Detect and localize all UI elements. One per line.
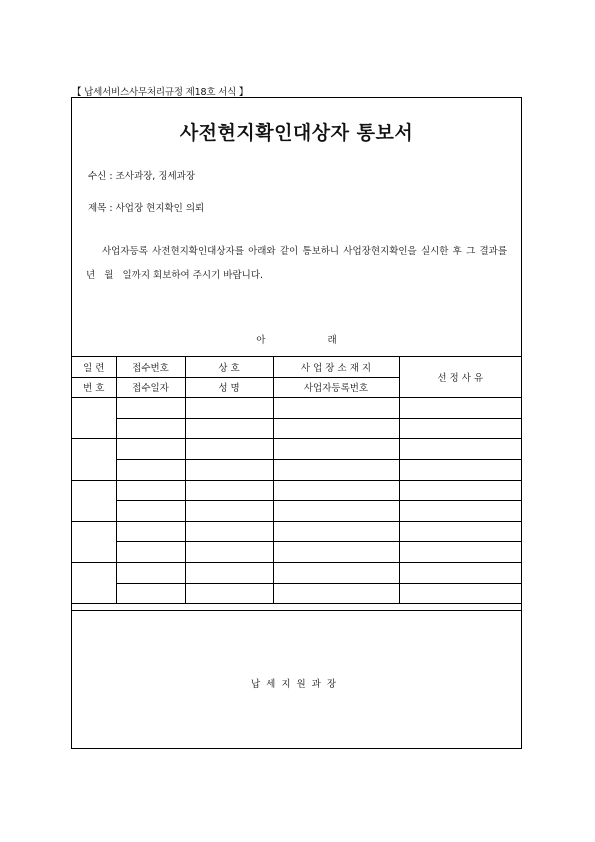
header-number: 번 호 bbox=[72, 377, 116, 398]
header-row-1 bbox=[72, 357, 521, 378]
receipt-cell bbox=[116, 501, 185, 522]
entry-row bbox=[72, 459, 521, 480]
receipt-cell bbox=[116, 542, 185, 563]
entry-row bbox=[72, 542, 521, 563]
issuing-office: 납세지원과장 bbox=[250, 679, 343, 690]
receipt-cell bbox=[116, 398, 185, 419]
reason-cell bbox=[399, 583, 521, 604]
business-name-cell bbox=[185, 439, 273, 460]
reason-cell bbox=[399, 542, 521, 563]
entry-table-wrap bbox=[72, 356, 521, 604]
entry-row bbox=[72, 418, 521, 439]
entry-row bbox=[72, 583, 521, 604]
address-cell bbox=[273, 521, 399, 542]
header-business-address: 사 업 장 소 재 지 bbox=[273, 357, 399, 378]
business-name-cell bbox=[185, 480, 273, 501]
address-cell bbox=[273, 439, 399, 460]
entry-row bbox=[72, 521, 521, 542]
address-cell bbox=[273, 583, 399, 604]
address-cell bbox=[273, 418, 399, 439]
serial-cell bbox=[72, 398, 116, 439]
document-frame bbox=[71, 97, 538, 749]
reason-cell bbox=[399, 439, 521, 460]
header-business-name: 상 호 bbox=[185, 357, 273, 378]
form-reference: 【 납세서비스사무처리규정 제18호 서식 】 bbox=[72, 87, 249, 98]
notice-heading bbox=[72, 332, 521, 346]
subject-line: 제목 : 사업장 현지확인 의뢰 bbox=[88, 203, 205, 214]
serial-cell bbox=[72, 480, 116, 521]
body-paragraph: 사업자등록 사전현지확인대상자를 아래와 같이 통보하니 사업장현지확인을 실시한 후 그 결과를 년 월 일까지 회보하여 주시기 바랍니다. bbox=[86, 246, 538, 281]
notice-char-left: 아 bbox=[256, 335, 266, 346]
reason-cell bbox=[399, 562, 521, 583]
receipt-cell bbox=[116, 439, 185, 460]
address-cell bbox=[273, 459, 399, 480]
entry-row bbox=[72, 501, 521, 522]
address-cell bbox=[273, 480, 399, 501]
address-cell bbox=[273, 562, 399, 583]
header-serial: 일 련 bbox=[72, 357, 116, 378]
notice-char-right: 래 bbox=[327, 335, 337, 346]
entry-row bbox=[72, 480, 521, 501]
header-receipt-number: 접수번호 bbox=[116, 357, 185, 378]
reason-cell bbox=[399, 501, 521, 522]
business-name-cell bbox=[185, 418, 273, 439]
receipt-cell bbox=[116, 521, 185, 542]
header-receipt-date: 접수일자 bbox=[116, 377, 185, 398]
business-name-cell bbox=[185, 542, 273, 563]
entry-row bbox=[72, 562, 521, 583]
serial-cell bbox=[72, 439, 116, 480]
reason-cell bbox=[399, 459, 521, 480]
header-selection-reason: 선 정 사 유 bbox=[399, 357, 521, 398]
address-cell bbox=[273, 501, 399, 522]
address-cell bbox=[273, 542, 399, 563]
business-name-cell bbox=[185, 521, 273, 542]
business-name-cell bbox=[185, 459, 273, 480]
recipient-line: 수신 : 조사과장, 징세과장 bbox=[88, 171, 196, 182]
business-name-cell bbox=[185, 398, 273, 419]
receipt-cell bbox=[116, 459, 185, 480]
serial-cell bbox=[72, 521, 116, 562]
header-person-name: 성 명 bbox=[185, 377, 273, 398]
receipt-cell bbox=[116, 583, 185, 604]
entry-row bbox=[72, 398, 521, 419]
business-name-cell bbox=[185, 501, 273, 522]
business-name-cell bbox=[185, 583, 273, 604]
reason-cell bbox=[399, 480, 521, 501]
receipt-cell bbox=[116, 480, 185, 501]
serial-cell bbox=[72, 562, 116, 603]
footer-separator bbox=[72, 610, 521, 611]
document-title: 사전현지확인대상자 통보서 bbox=[179, 122, 414, 144]
reason-cell bbox=[399, 418, 521, 439]
header-registration-number: 사업자등록번호 bbox=[273, 377, 399, 398]
entry-body bbox=[72, 398, 521, 604]
receipt-cell bbox=[116, 418, 185, 439]
entry-table bbox=[72, 356, 521, 604]
reason-cell bbox=[399, 398, 521, 419]
business-name-cell bbox=[185, 562, 273, 583]
reason-cell bbox=[399, 521, 521, 542]
receipt-cell bbox=[116, 562, 185, 583]
address-cell bbox=[273, 398, 399, 419]
entry-row bbox=[72, 439, 521, 460]
